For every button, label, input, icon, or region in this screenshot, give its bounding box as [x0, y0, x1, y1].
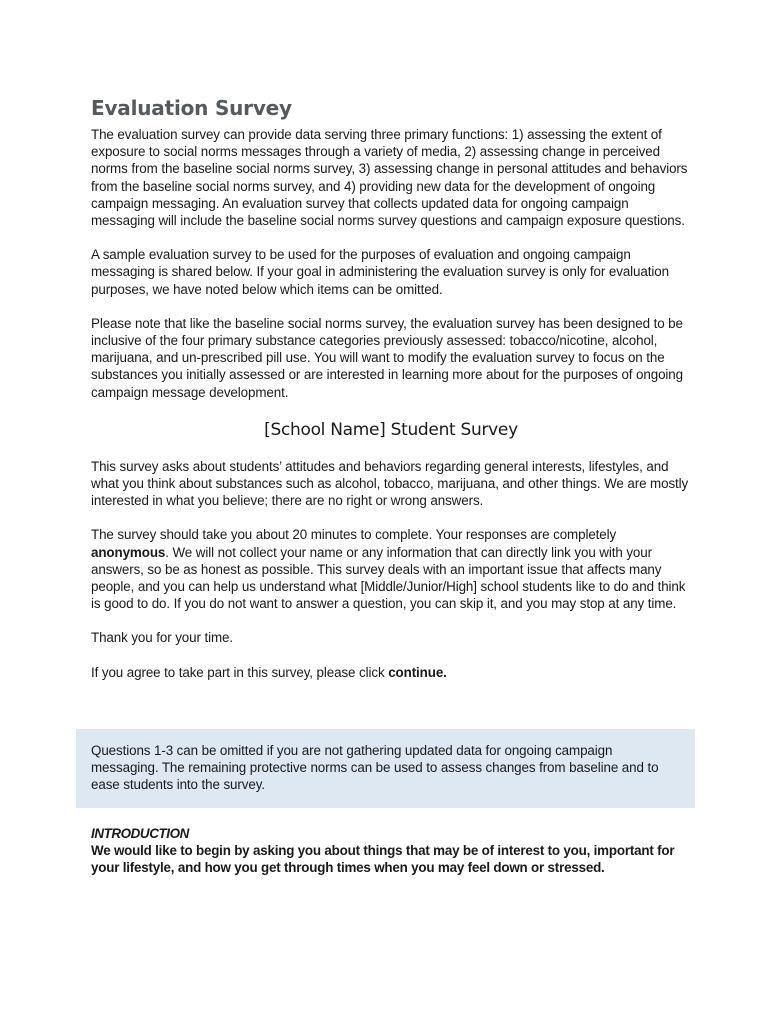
page-title: Evaluation Survey: [91, 96, 292, 120]
survey-time-paragraph: [91, 526, 691, 612]
survey-title: [School Name] Student Survey: [264, 419, 518, 440]
omission-note-box: [76, 729, 695, 808]
introduction-heading: INTRODUCTION: [91, 826, 189, 841]
survey-time-text: The survey should take you about 20 minutes to complete. Your responses are completely: [91, 527, 617, 543]
survey-privacy-text: . We will not collect your name or any information that can directly link you with your answers, so be as honest as possible. This survey deals with an important issue that affects many people, and you can help us understand what [Middle/Junior/High] school students like to do and think is good to do. If you do not want to answer a question, you can skip it, and you may stop at any time.: [91, 544, 686, 612]
continue-link[interactable]: continue.: [388, 664, 447, 680]
agree-text: If you agree to take part in this survey, please click: [91, 664, 389, 680]
sample-paragraph: A sample evaluation survey to be used for the purposes of evaluation and ongoing campaign messaging is shared below. If your goal in administering the evaluation survey is only for evaluation purposes, we have noted below which items can be omitted.: [91, 247, 669, 297]
anonymous-emphasis: anonymous: [91, 544, 166, 560]
agree-paragraph: [91, 664, 691, 681]
document-body: [91, 94, 691, 681]
survey-about-paragraph: This survey asks about students’ attitudes and behaviors regarding general interests, lifestyles, and what you think about substances such as alcohol, tobacco, marijuana, and other things. We are mostly interested in what you believe; there are no right or wrong answers.: [91, 458, 689, 509]
intro-paragraph: The evaluation survey can provide data serving three primary functions: 1) assessing the extent of exposure to social norms messages through a variety of media, 2) assessing change in perceived norms from the baseline social norms survey, 3) assessing change in personal attitudes and behaviors from the baseline social norms survey, and 4) providing new data for the development of ongoing campaign messaging. An evaluation survey that collects updated data for ongoing campaign messaging will include the baseline social norms survey questions and campaign exposure questions.: [91, 127, 688, 229]
note-paragraph: Please note that like the baseline social norms survey, the evaluation survey has been designed to be inclusive of the four primary substance categories previously assessed: tobacco/nicotine, alcohol, marijuana, and un-prescribed pill use. You will want to modify the evaluation survey to focus on the substances you initially assessed or are interested in learning more about for the purposes of ongoing campaign message development.: [91, 315, 683, 400]
omission-note-text: Questions 1-3 can be omitted if you are not gathering updated data for ongoing campaign messaging. The remaining protective norms can be used to assess changes from baseline and to ease students into the survey.: [91, 743, 659, 793]
introduction-section: [91, 825, 701, 877]
thanks-paragraph: Thank you for your time.: [91, 630, 233, 646]
introduction-body: We would like to begin by asking you about things that may be of interest to you, important for your lifestyle, and how you get through times when you may feel down or stressed.: [91, 843, 675, 876]
